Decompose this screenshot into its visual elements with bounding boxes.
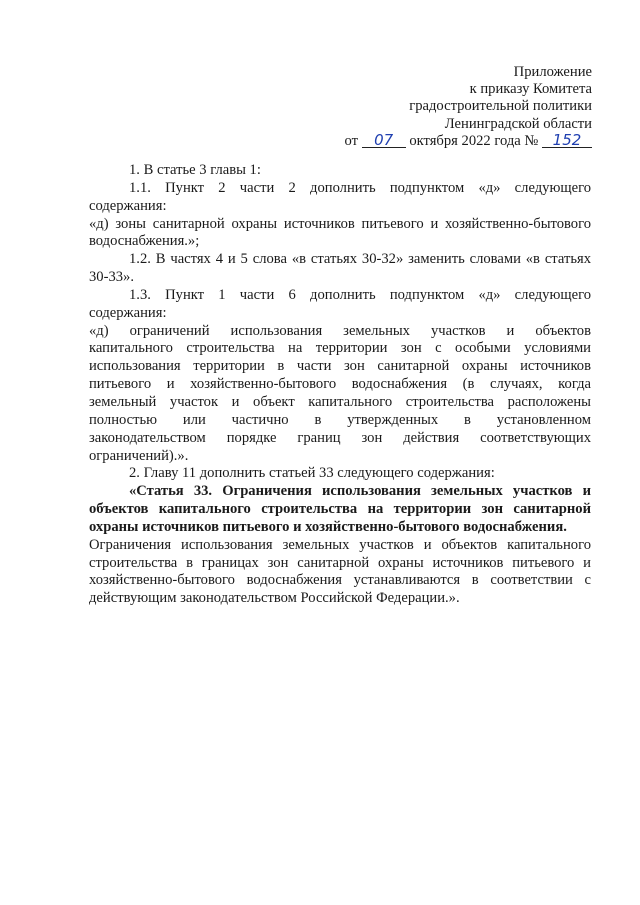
article-33-heading-line: охраны источников питьевого и хозяйственно-бытового водоснабжения.	[89, 518, 567, 535]
item-1-3-text-line: питьевого и хозяйственно-бытового водоснабжения (в случаях, когда	[89, 376, 591, 393]
date-prefix: от	[344, 132, 359, 149]
handwritten-order-number: 152	[542, 133, 592, 148]
date-text: октября 2022 года №	[409, 132, 539, 149]
appendix-order-ref: к приказу Комитета	[469, 81, 592, 98]
item-1-1-text-line: водоснабжения.»;	[89, 233, 200, 250]
article-33-text-line: строительства в границах зон санитарной охраны источников питьевого и	[89, 554, 591, 571]
appendix-committee: градостроительной политики	[409, 98, 592, 115]
item-2: 2. Главу 11 дополнить статьей 33 следующего содержания:	[129, 465, 495, 482]
item-1-3-text-line: капитального строительства на территории зон с особыми условиями	[89, 340, 591, 357]
document-body	[89, 162, 591, 608]
item-1-1-line: 1.1. Пункт 2 части 2 дополнить подпунктом «д» следующего	[129, 179, 591, 196]
article-33-text-line: действующим законодательством Российской Федерации.».	[89, 590, 460, 607]
item-1-1-line: содержания:	[89, 197, 167, 214]
appendix-title: Приложение	[513, 64, 592, 80]
item-1-3-line: содержания:	[89, 304, 167, 321]
handwritten-day: 07	[362, 133, 406, 148]
item-1: 1. В статье 3 главы 1:	[129, 162, 261, 178]
item-1-3-text-line: законодательством порядке границ зон действия соответствующих	[89, 429, 591, 446]
article-33-text-line: Ограничения использования земельных участков и объектов капитального	[89, 536, 591, 553]
article-33-heading-line: объектов капитального строительства на территории зон санитарной	[89, 501, 591, 518]
item-1-1-text-line: «д) зоны санитарной охраны источников питьевого и хозяйственно-бытового	[89, 215, 591, 232]
appendix-header	[345, 64, 592, 150]
item-1-3-text-line: использования территории в части зон санитарной охраны источников	[89, 358, 591, 375]
item-1-3-text-line: ограничений).».	[89, 447, 189, 464]
item-1-2-line: 1.2. В частях 4 и 5 слова «в статьях 30-32» заменить словами «в статьях	[129, 251, 591, 268]
article-33-heading-line: «Статья 33. Ограничения использования земельных участков и	[129, 483, 591, 500]
item-1-2-line: 30-33».	[89, 269, 134, 286]
item-1-3-text-line: «д) ограничений использования земельных участков и объектов	[89, 322, 591, 339]
appendix-region: Ленинградской области	[444, 115, 592, 132]
item-1-3-text-line: земельный участок и объект капитального строительства расположены	[89, 393, 591, 410]
article-33-text-line: хозяйственно-бытового водоснабжения устанавливаются в соответствии с	[89, 572, 591, 589]
item-1-3-text-line: полностью или частично в утвержденных в установленном	[89, 411, 591, 428]
item-1-3-line: 1.3. Пункт 1 части 6 дополнить подпунктом «д» следующего	[129, 286, 591, 303]
appendix-date-line	[344, 130, 592, 150]
